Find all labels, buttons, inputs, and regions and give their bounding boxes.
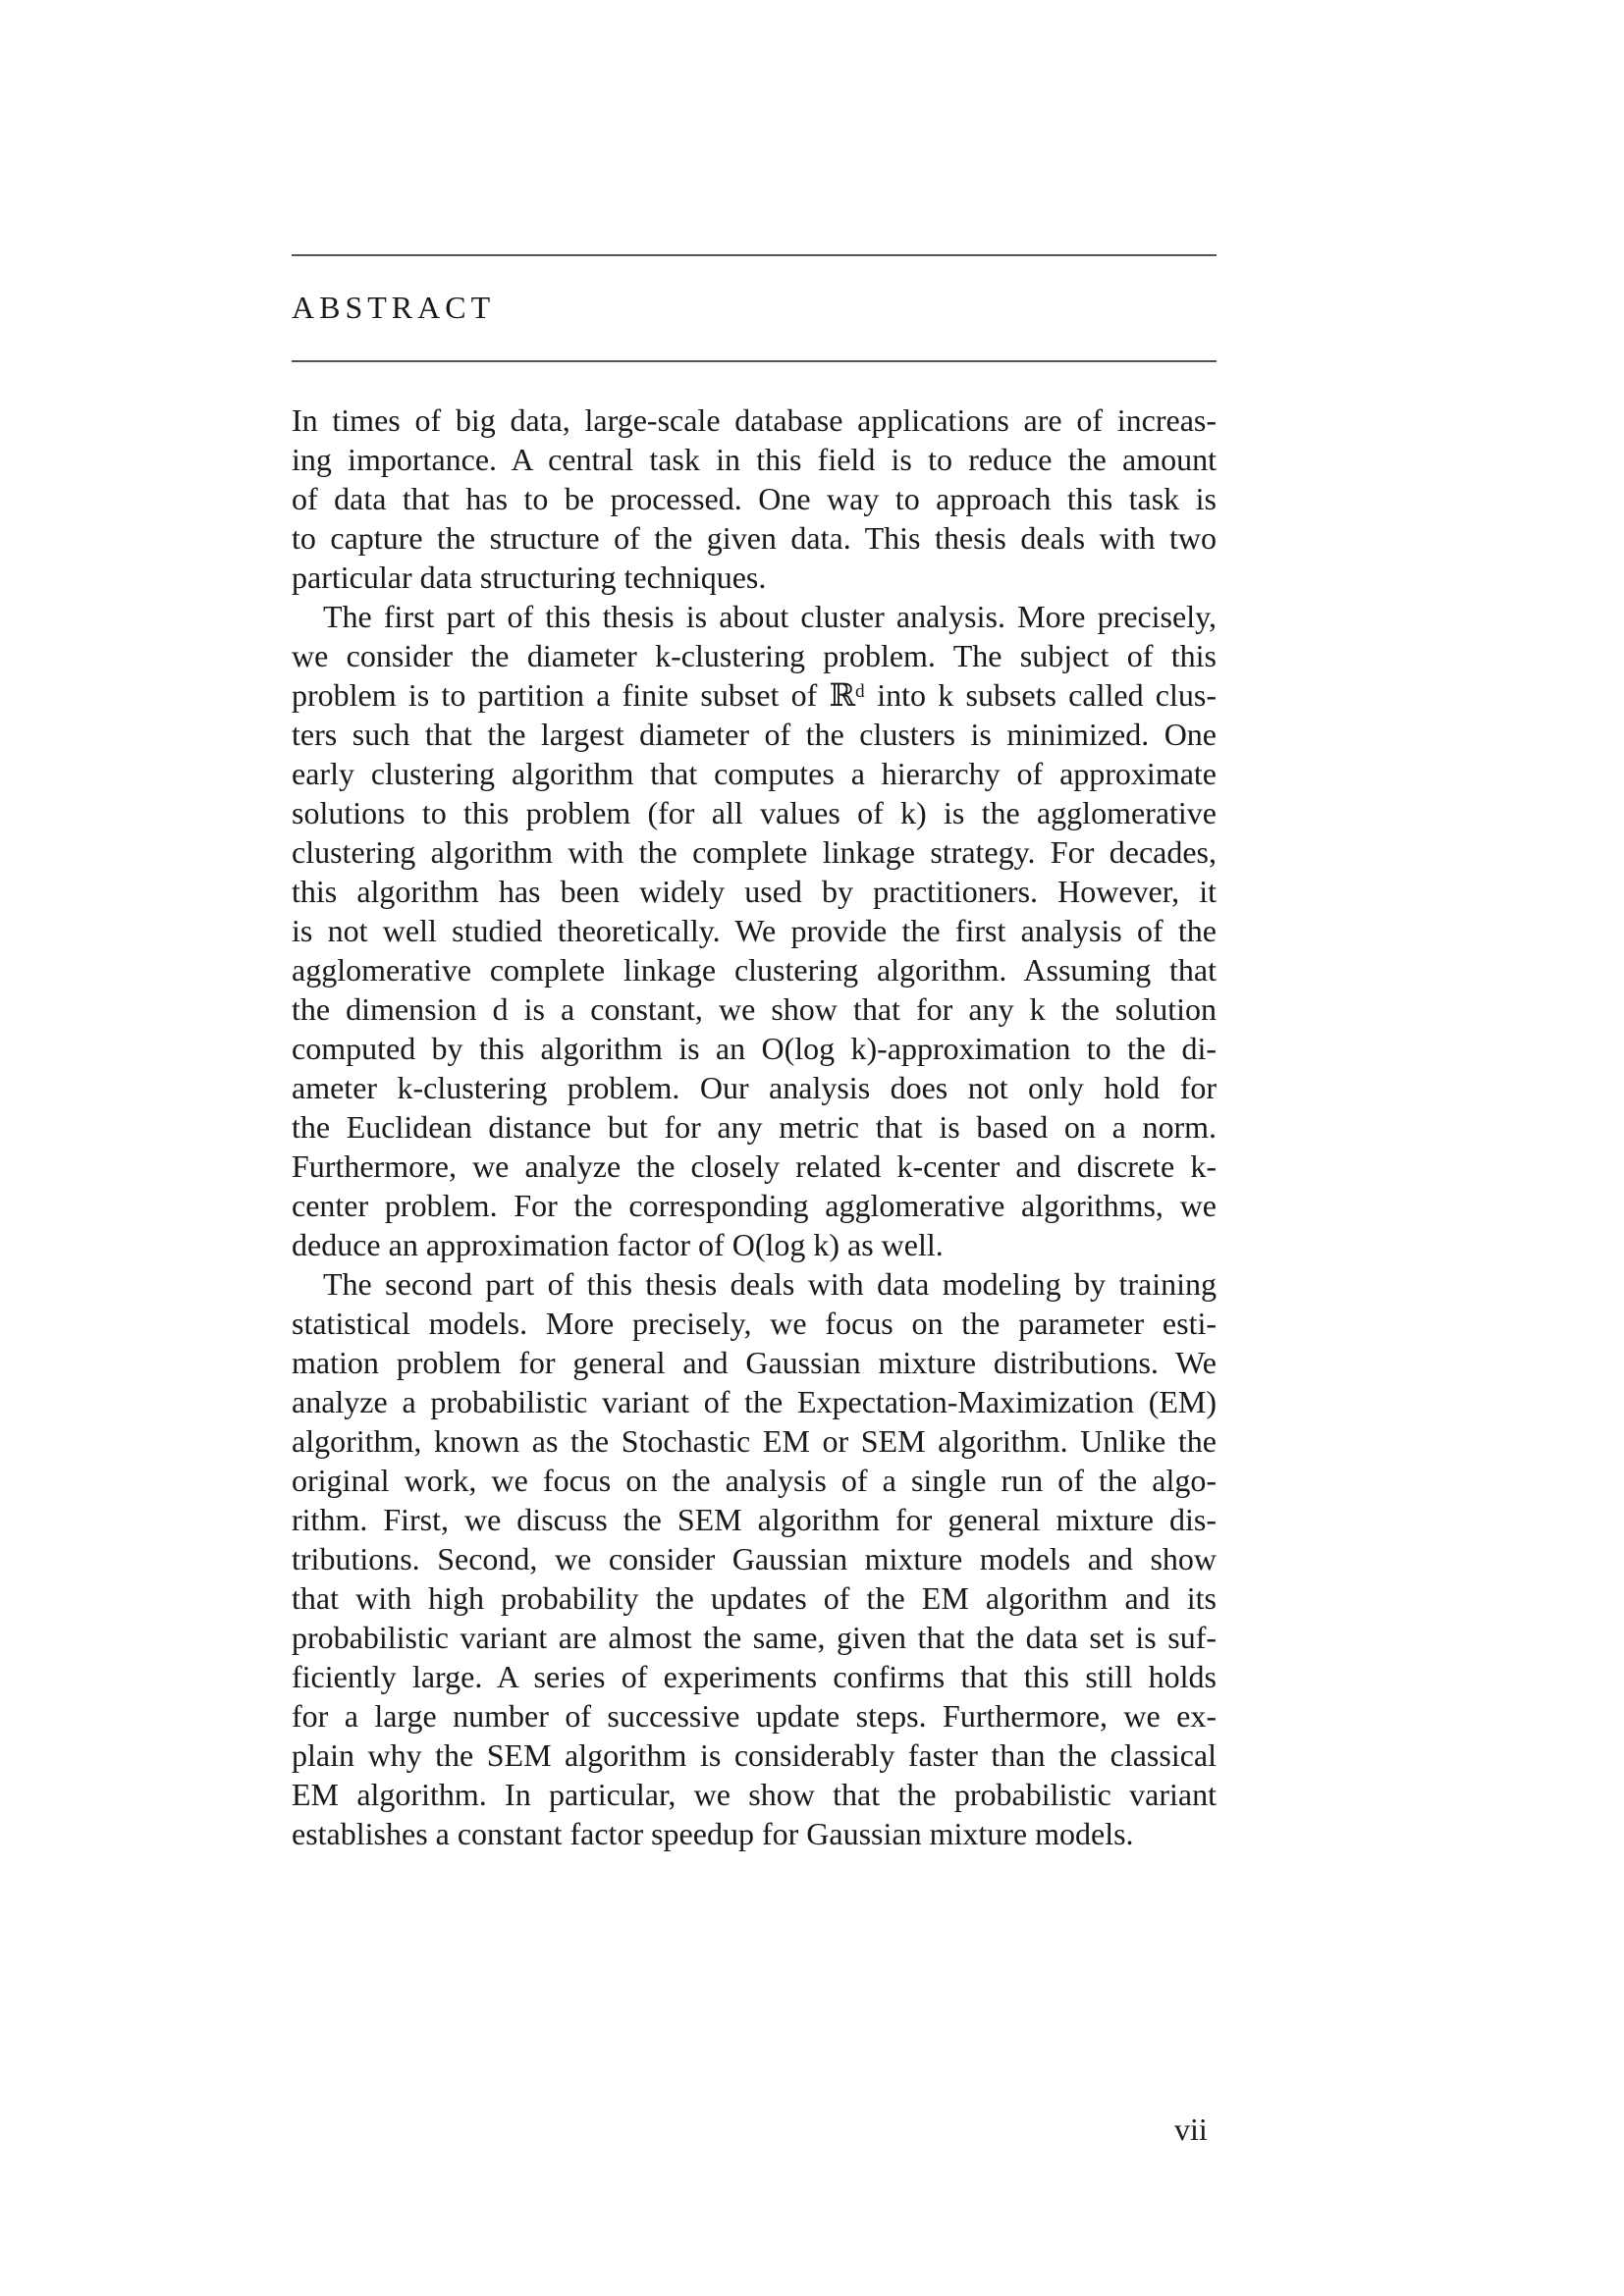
text-line: center problem. For the corresponding agglomerative algorithms, we: [292, 1188, 1217, 1223]
abstract-body: [292, 400, 1217, 1853]
text-line: particular data structuring techniques.: [292, 560, 767, 595]
text-line: the Euclidean distance but for any metric that is based on a norm.: [292, 1109, 1217, 1145]
text-line: that with high probability the updates of the EM algorithm and its: [292, 1580, 1217, 1616]
section-heading: ABSTRACT: [292, 290, 496, 325]
text-line: Furthermore, we analyze the closely related k-center and discrete k-: [292, 1148, 1217, 1184]
text-line: to capture the structure of the given data. This thesis deals with two: [292, 520, 1217, 556]
text-line: original work, we focus on the analysis of a single run of the algo-: [292, 1463, 1217, 1498]
text-line: agglomerative complete linkage clustering algorithm. Assuming that: [292, 952, 1217, 988]
text-line: ficiently large. A series of experiments confirms that this still holds: [292, 1659, 1217, 1694]
text-line: The second part of this thesis deals with data modeling by training: [323, 1266, 1217, 1302]
text-line: ing importance. A central task in this field is to reduce the amount: [292, 442, 1217, 477]
paragraph-2: [292, 597, 1217, 1264]
text-line: ameter k-clustering problem. Our analysis does not only hold for: [292, 1070, 1217, 1105]
text-line: the dimension d is a constant, we show that for any k the solution: [292, 991, 1217, 1027]
text-line: tributions. Second, we consider Gaussian mixture models and show: [292, 1541, 1217, 1576]
text-line: for a large number of successive update steps. Furthermore, we ex-: [292, 1698, 1217, 1734]
text-line: EM algorithm. In particular, we show that the probabilistic variant: [292, 1777, 1217, 1812]
text-line: problem is to partition a finite subset of ℝᵈ into k subsets called clus-: [292, 677, 1217, 713]
text-line: In times of big data, large-scale database applications are of increas-: [292, 402, 1217, 438]
text-line: analyze a probabilistic variant of the Expectation-Maximization (EM): [292, 1384, 1217, 1419]
text-line: establishes a constant factor speedup for Gaussian mixture models.: [292, 1816, 1134, 1851]
text-line: rithm. First, we discuss the SEM algorithm for general mixture dis-: [292, 1502, 1217, 1537]
text-line: this algorithm has been widely used by practitioners. However, it: [292, 874, 1217, 909]
text-line: mation problem for general and Gaussian mixture distributions. We: [292, 1345, 1217, 1380]
text-line: statistical models. More precisely, we focus on the parameter esti-: [292, 1306, 1217, 1341]
text-line: ters such that the largest diameter of the clusters is minimized. One: [292, 717, 1217, 752]
text-line: computed by this algorithm is an O(log k)-approximation to the di-: [292, 1031, 1217, 1066]
text-line: The first part of this thesis is about cluster analysis. More precisely,: [323, 599, 1217, 634]
paragraph-1: [292, 400, 1217, 597]
text-line: plain why the SEM algorithm is considerably faster than the classical: [292, 1737, 1217, 1773]
top-rule: [292, 254, 1217, 256]
bottom-rule: [292, 360, 1217, 362]
text-line: probabilistic variant are almost the same, given that the data set is suf-: [292, 1620, 1217, 1655]
text-line: early clustering algorithm that computes a hierarchy of approximate: [292, 756, 1217, 791]
text-line: solutions to this problem (for all values of k) is the agglomerative: [292, 795, 1217, 830]
paragraph-3: [292, 1264, 1217, 1853]
text-line: we consider the diameter k-clustering problem. The subject of this: [292, 638, 1217, 673]
text-line: algorithm, known as the Stochastic EM or SEM algorithm. Unlike the: [292, 1423, 1217, 1459]
text-line: clustering algorithm with the complete linkage strategy. For decades,: [292, 834, 1217, 870]
text-line: deduce an approximation factor of O(log k) as well.: [292, 1227, 944, 1262]
text-line: is not well studied theoretically. We provide the first analysis of the: [292, 913, 1217, 948]
text-line: of data that has to be processed. One way to approach this task is: [292, 481, 1217, 516]
page-number: vii: [1174, 2111, 1208, 2147]
